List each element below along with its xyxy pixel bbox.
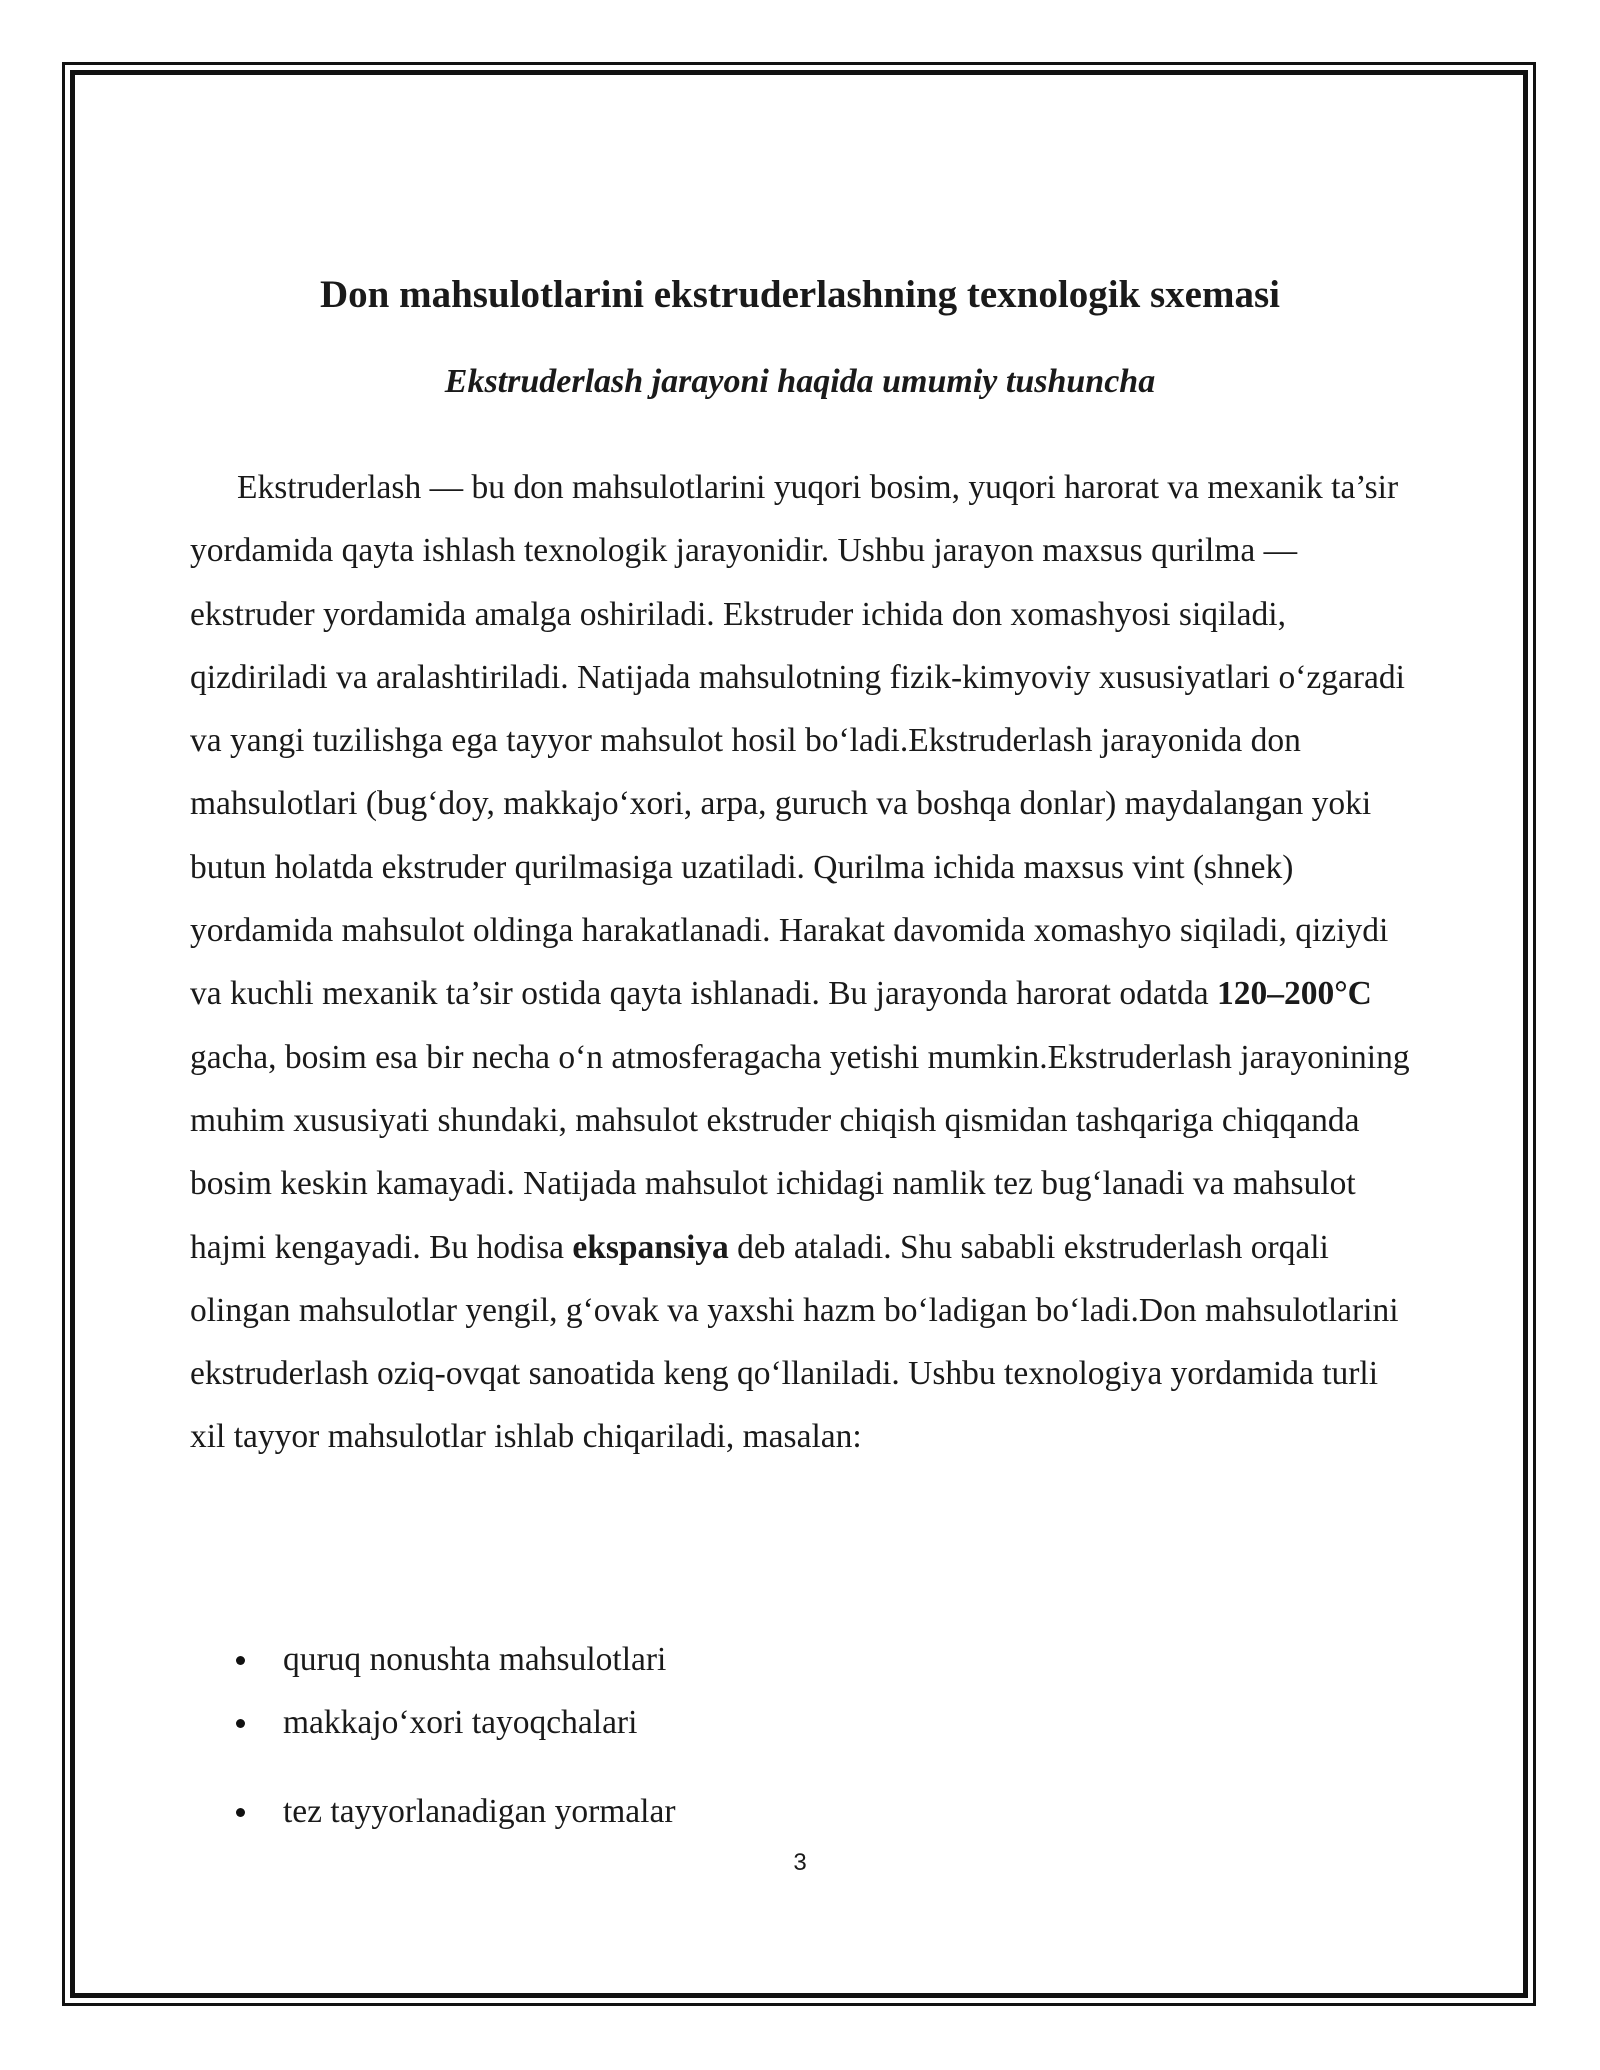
temperature-range-bold: 120–200°C	[1217, 975, 1372, 1013]
document-title: Don mahsulotlarini ekstruderlashning texnologik sxemasi	[320, 273, 1280, 316]
page-number: 3	[793, 1849, 807, 1876]
document-subtitle: Ekstruderlash jarayoni haqida umumiy tushuncha	[444, 363, 1156, 400]
body-paragraph	[190, 456, 1410, 1469]
bullet-icon	[236, 1808, 245, 1817]
paragraph-text-part-3: deb ataladi. Shu sababli ekstruderlash orqali olingan mahsulotlar yengil, g‘ovak va yaxshi hazm bo‘ladigan bo‘ladi.Don mahsulotlarini ekstruderlash oziq-ovqat sanoatida keng qo‘llaniladi. Ushbu texnologiya yordamida turli xil tayyor mahsulotlar ishlab chiqariladi, masalan:	[190, 1228, 1399, 1456]
paragraph-text-part-1: Ekstruderlash — bu don mahsulotlarini yuqori bosim, yuqori harorat va mexanik ta’sir yordamida qayta ishlash texnologik jarayonidir. Ushbu jarayon maxsus qurilma — ekstruder yordamida amalga oshiriladi. Ekstruder ichida don xomashyosi siqiladi, qizdiriladi va aralashtiriladi. Natijada mahsulotning fizik-kimyoviy xususiyatlari o‘zgaradi va yangi tuzilishga ega tayyor mahsulot hosil bo‘ladi.Ekstruderlash jarayonida don mahsulotlari (bug‘doy, makkajo‘xori, arpa, guruch va boshqa donlar) maydalangan yoki butun holatda ekstruder qurilmasiga uzatiladi. Qurilma ichida maxsus vint (shnek) yordamida mahsulot oldinga harakatlanadi. Harakat davomida xomashyo siqiladi, qiziydi va kuchli mexanik ta’sir ostida qayta ishlanadi. Bu jarayonda harorat odatda	[190, 469, 1405, 1013]
list-item-text: quruq nonushta mahsulotlari	[283, 1641, 667, 1678]
product-bullet-list	[190, 1628, 1410, 1843]
list-item-text: tez tayyorlanadigan yormalar	[283, 1793, 676, 1830]
expansion-term-bold: ekspansiya	[572, 1228, 729, 1266]
list-item	[190, 1691, 1410, 1754]
paragraph-text-part-2: gacha, bosim esa bir necha o‘n atmosferagacha yetishi mumkin.Ekstruderlash jarayonining muhim xususiyati shundaki, mahsulot ekstruder chiqish qismidan tashqariga chiqqanda bosim keskin kamayadi. Natijada mahsulot ichidagi namlik tez bug‘lanadi va mahsulot hajmi kengayadi. Bu hodisa	[190, 1038, 1410, 1266]
list-item	[190, 1628, 1410, 1691]
bullet-icon	[236, 1719, 245, 1728]
list-item	[190, 1780, 1410, 1843]
list-item-text: makkajo‘xori tayoqchalari	[283, 1704, 638, 1741]
bullet-icon	[236, 1656, 245, 1665]
